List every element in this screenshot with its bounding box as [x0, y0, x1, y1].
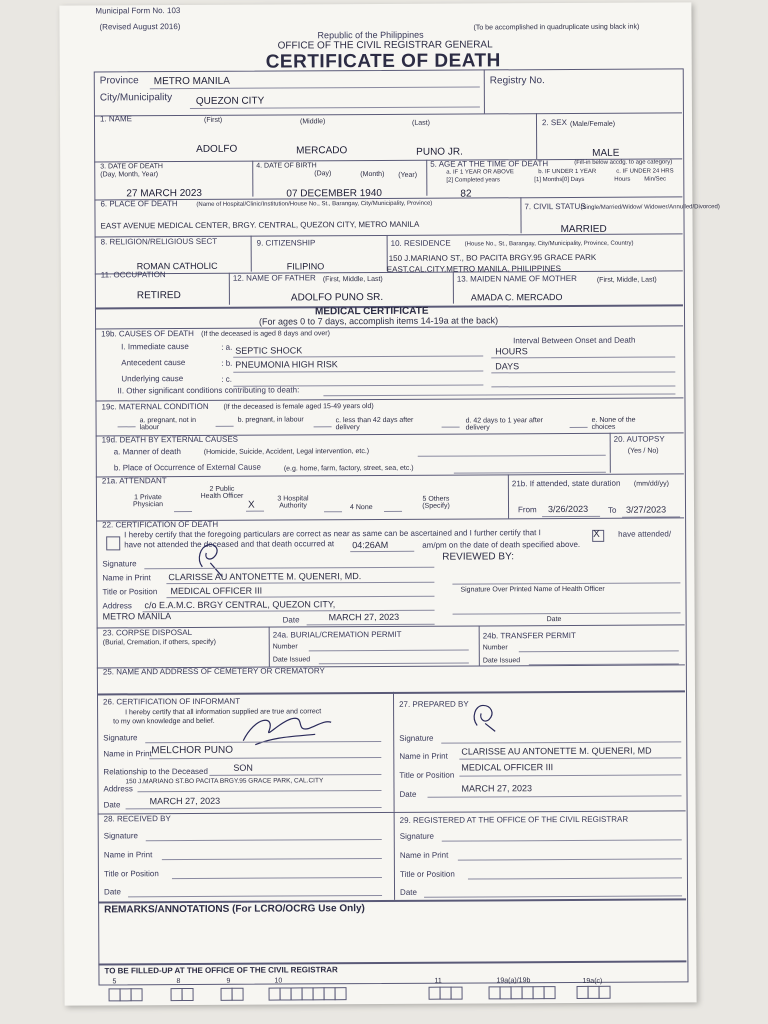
informant-label: 26. CERTIFICATION OF INFORMANT: [103, 696, 241, 707]
footer-code: 10: [274, 977, 283, 985]
certification-label: 22. CERTIFICATION OF DEATH: [102, 519, 219, 530]
footer-code: 9: [226, 977, 231, 985]
age-a-sub: [2] Completed years: [446, 177, 501, 184]
cemetery-label: 25. NAME AND ADDRESS OF CEMETERY OR CREMATORY: [102, 666, 325, 677]
received-label: 28. RECEIVED BY: [103, 814, 171, 824]
burial-permit-label: 24a. BURIAL/CREMATION PERMIT: [272, 629, 402, 640]
transfer-divider: [479, 625, 480, 665]
registered-date-label: Date: [400, 887, 417, 897]
relationship-value: SON: [233, 762, 253, 773]
medical-subtitle: (For ages 0 to 7 days, accomplish items 14-19a at the back): [259, 315, 499, 327]
interval-label: Interval Between Onset and Death: [513, 335, 636, 346]
received-date-label: Date: [104, 887, 121, 897]
sex-label: 2. SEX: [541, 118, 567, 128]
code-box[interactable]: [451, 987, 463, 1000]
religion-label: 8. RELIGION/RELIGIOUS SECT: [100, 236, 218, 247]
death-date-sub: (Day, Month, Year): [100, 171, 159, 179]
mother-label: 13. MAIDEN NAME OF MOTHER: [456, 273, 577, 284]
form-number: Municipal Form No. 103: [95, 6, 181, 16]
attendant-checkline: [324, 511, 342, 512]
registered-title-label: Title or Position: [399, 869, 455, 879]
code-box[interactable]: [544, 986, 556, 999]
duration-sub: (mm/dd/yy): [633, 480, 669, 488]
name-label: 1. NAME: [99, 114, 133, 124]
causes-label: 19b. CAUSES OF DEATH: [101, 328, 194, 339]
disposal-label: 23. CORPSE DISPOSAL: [102, 627, 193, 638]
first-name-value: ADOLFO: [196, 143, 238, 155]
certifier-title-value: MEDICAL OFFICER III: [170, 585, 263, 597]
certification-checkbox-not-attended[interactable]: [106, 536, 120, 550]
footer-code: 19a(a)/19b: [496, 977, 531, 985]
maternal-b: b. pregnant, in labour: [237, 416, 304, 424]
code-box[interactable]: [599, 986, 611, 999]
attendant-others: 5 Others (Specify): [422, 495, 450, 510]
registry-label: Registry No.: [489, 75, 545, 87]
underlying-label: Underlying cause: [121, 374, 184, 384]
place-external-label: b. Place of Occurrence of External Cause: [113, 462, 262, 473]
burial-divider: [269, 627, 270, 667]
residence-line2: EAST,CAL.CITY,METRO MANILA, PHILIPPINES: [386, 264, 561, 274]
registry-divider: [484, 69, 485, 113]
certifier-date-value: MARCH 27, 2023: [328, 611, 400, 623]
relationship-label: Relationship to the Deceased: [103, 766, 208, 777]
informant-name-value: MELCHOR PUNO: [151, 744, 234, 757]
occupation-label: 11. OCCUPATION: [100, 270, 166, 280]
age-c-min: Min/Sec: [644, 176, 667, 183]
attendant-checkline: [246, 511, 264, 512]
certification-text1: I hereby certify that the foregoing particulars are correct as near as same can be ascertained and I further certify that I: [124, 528, 541, 540]
autopsy-sub: (Yes / No): [627, 447, 659, 455]
maternal-c: c. less than 42 days after delivery: [335, 416, 414, 432]
birth-day-label: (Day): [314, 170, 332, 178]
attendant-public: 2 Public Health Officer: [200, 485, 244, 500]
document-title: CERTIFICATE OF DEATH: [265, 50, 501, 73]
received-title-label: Title or Position: [103, 869, 159, 879]
registered-name-label: Name in Print: [399, 850, 449, 860]
remarks-label: REMARKS/ANNOTATIONS (For LCRO/OCRG Use Only): [104, 903, 365, 916]
attendant-label: 21a. ATTENDANT: [101, 476, 167, 486]
received-signature-label: Signature: [103, 831, 139, 841]
prepared-label: 27. PREPARED BY: [399, 699, 469, 709]
maternal-checkline: [118, 426, 136, 427]
residence-label: 10. RESIDENCE: [390, 238, 451, 248]
maternal-checkline: [442, 427, 460, 428]
footer-label: TO BE FILLED-UP AT THE OFFICE OF THE CIVIL REGISTRAR: [104, 965, 338, 976]
burial-date-label: Date Issued: [272, 656, 311, 664]
age-divider: [426, 160, 427, 196]
preparer-date-value: MARCH 27, 2023: [461, 783, 533, 794]
civil-status-value: MARRIED: [560, 223, 607, 236]
medical-title: MEDICAL CERTIFICATE: [314, 305, 429, 318]
informant-date-value: MARCH 27, 2023: [149, 795, 221, 807]
preparer-date-label: Date: [399, 789, 417, 799]
death-certificate-form: [59, 2, 720, 1005]
attendant-none: 4 None: [350, 504, 373, 512]
age-c-hours: Hours: [614, 176, 631, 183]
footer-code-boxes: [59, 2, 691, 5]
province-label: Province: [99, 75, 139, 87]
age-value: 82: [460, 188, 472, 200]
preparer-name-label: Name in Print: [399, 751, 448, 761]
reviewed-date-label: Date: [546, 616, 562, 624]
maternal-checkline: [314, 426, 332, 427]
preparer-title-label: Title or Position: [399, 770, 455, 780]
maternal-e: e. None of the choices: [591, 416, 636, 431]
instruction-note: (To be accomplished in quadruplicate using black ink): [473, 23, 640, 32]
civil-status-divider: [520, 197, 521, 233]
preparer-signature-label: Signature: [399, 733, 434, 743]
religion-value: ROMAN CATHOLIC: [136, 260, 218, 272]
father-divider: [229, 273, 230, 305]
maternal-checkline: [216, 426, 234, 427]
certification-mark: X: [593, 528, 600, 540]
birth-year-label: (Year): [398, 171, 418, 179]
age-a-label: a. IF 1 YEAR OR ABOVE: [446, 169, 514, 176]
informant-text2: to my own knowledge and belief.: [113, 717, 215, 726]
age-label: 5. AGE AT THE TIME OF DEATH: [430, 159, 549, 169]
father-sub: (First, Middle, Last): [322, 275, 383, 284]
certifier-name-value: CLARISSE AU ANTONETTE M. QUENERI, MD.: [168, 571, 362, 583]
father-value: ADOLFO PUNO SR.: [290, 291, 384, 304]
footer-code: 5: [112, 978, 117, 986]
preparer-name-value: CLARISSE AU ANTONETTE M. QUENERI, MD: [461, 745, 652, 757]
civil-status-sub: (Single/Married/Widow/ Widower/Annulled/Divorced): [580, 204, 720, 211]
health-officer-label: Signature Over Printed Name of Health Officer: [460, 585, 605, 594]
civil-status-label: 7. CIVIL STATUS: [524, 201, 586, 212]
city-value: QUEZON CITY: [195, 95, 265, 107]
from-label: From: [518, 505, 537, 515]
citizenship-divider: [251, 236, 252, 272]
informant-signature: [235, 706, 335, 755]
certifier-signature-label: Signature: [102, 559, 137, 569]
received-name-label: Name in Print: [103, 850, 153, 860]
death-time: 04:26AM: [352, 539, 389, 551]
revision-note: (Revised August 2016): [99, 22, 181, 32]
attendant-checkline: [384, 511, 402, 512]
maternal-checkline: [570, 427, 588, 428]
causes-sub: (If the deceased is aged 8 days and over): [201, 330, 330, 338]
transfer-date-label: Date Issued: [482, 657, 521, 665]
registered-signature-label: Signature: [399, 831, 435, 841]
attendant-public-mark: X: [247, 499, 255, 511]
immediate-interval: HOURS: [495, 346, 528, 357]
occupation-value: RETIRED: [136, 290, 181, 302]
footer-code: 8: [176, 978, 181, 986]
certifier-name-label: Name in Print: [102, 573, 151, 583]
attendant-private: 1 Private Physician: [132, 494, 164, 509]
age-sub: (Fill-in below accdg. to age category): [574, 159, 673, 166]
footer-code: 11: [434, 977, 442, 985]
preparer-signature: [469, 699, 505, 735]
certifier-address-value: c/o E.A.M.C. BRGY CENTRAL, QUEZON CITY,: [144, 599, 336, 611]
registered-label: 29. REGISTERED AT THE OFFICE OF THE CIVIL REGISTRAR: [399, 814, 629, 825]
attendant-hospital: 3 Hospital Authority: [277, 495, 309, 510]
maternal-a: a. pregnant, not in labour: [139, 416, 197, 432]
certifier-date-label: Date: [282, 615, 300, 625]
transfer-number-label: Number: [482, 644, 508, 652]
certifier-title-label: Title or Position: [102, 587, 158, 597]
manner-label: a. Manner of death: [113, 447, 181, 457]
maternal-label: 19c. MATERNAL CONDITION: [101, 401, 209, 412]
death-date-label: 3. DATE OF DEATH: [100, 163, 163, 171]
duration-label: 21b. If attended, state duration: [511, 478, 621, 489]
antecedent-interval: DAYS: [495, 361, 520, 372]
citizenship-value: FILIPINO: [286, 261, 325, 272]
autopsy-label: 20. AUTOPSY: [613, 434, 665, 444]
city-label: City/Municipality: [99, 92, 173, 104]
first-name-label: (First): [203, 116, 223, 124]
certification-text3: am/pm on the date of death specified above.: [422, 539, 581, 550]
mother-sub: (First, Middle, Last): [596, 276, 657, 284]
residence-line1: 150 J.MARIANO ST., BO PACITA BRGY.95 GRACE PARK: [388, 252, 597, 263]
to-value: 3/27/2023: [626, 504, 667, 515]
footer-code: 19a(c): [582, 977, 603, 985]
office-heading: OFFICE OF THE CIVIL REGISTRAR GENERAL: [277, 39, 493, 52]
maternal-sub: (If the deceased is female aged 15-49 years old): [223, 403, 374, 411]
code-box[interactable]: [335, 987, 347, 1000]
last-name-label: (Last): [411, 119, 430, 127]
age-c-label: c. IF UNDER 24 HRS: [616, 168, 674, 175]
maternal-d: d. 42 days to 1 year after delivery: [465, 417, 544, 432]
birth-month-label: (Month): [360, 170, 385, 179]
province-value: METRO MANILA: [153, 75, 230, 88]
burial-number-label: Number: [272, 643, 298, 651]
immediate-prefix: : a.: [221, 342, 233, 352]
code-box[interactable]: [182, 988, 194, 1001]
death-date-value: 27 MARCH 2023: [126, 187, 202, 200]
transfer-permit-label: 24b. TRANSFER PERMIT: [482, 630, 576, 641]
attendant-checkline: [174, 511, 192, 512]
informant-signature-label: Signature: [103, 733, 138, 743]
manner-sub: (Homicide, Suicide, Accident, Legal intervention, etc.): [203, 448, 370, 456]
immediate-value: SEPTIC SHOCK: [235, 345, 303, 356]
place-death-label: 6. PLACE OF DEATH: [100, 199, 178, 209]
from-value: 3/26/2023: [548, 503, 589, 515]
antecedent-prefix: : b.: [221, 358, 233, 368]
informant-address-label: Address: [103, 784, 133, 794]
republic-heading: Republic of the Philippines: [317, 29, 424, 41]
immediate-label: I. Immediate cause: [121, 341, 189, 352]
informant-text1: I hereby certify that all information supplied are true and correct: [125, 708, 322, 717]
preparer-title-value: MEDICAL OFFICER III: [461, 762, 554, 773]
informant-name-label: Name in Print: [103, 749, 152, 759]
middle-name-value: MERCADO: [296, 145, 348, 157]
age-b-days: [0] Days: [562, 176, 585, 184]
reviewed-label: REVIEWED BY:: [442, 551, 514, 563]
sex-value: MALE: [592, 147, 620, 159]
code-box[interactable]: [131, 988, 143, 1001]
certification-attended: have attended/: [618, 529, 672, 539]
antecedent-value: PNEUMONIA HIGH RISK: [235, 359, 338, 370]
age-b-months: [1] Months: [534, 177, 563, 184]
birthdate-divider: [252, 161, 253, 197]
place-external-sub: (e.g. home, farm, factory, street, sea, etc.): [283, 464, 414, 473]
mother-value: AMADA C. MERCADO: [470, 292, 563, 303]
disposal-sub: (Burial, Cremation, if others, specify): [102, 638, 216, 647]
father-label: 12. NAME OF FATHER: [232, 273, 316, 283]
informant-address-value: 150 J.MARIANO ST.BO PACITA BRGY.95 GRACE PARK, CAL.CITY: [125, 777, 324, 786]
external-causes-label: 19d. DEATH BY EXTERNAL CAUSES: [101, 434, 239, 445]
antecedent-label: Antecedent cause: [121, 358, 186, 368]
place-death-value: EAST AVENUE MEDICAL CENTER, BRGY. CENTRAL, QUEZON CITY, METRO MANILA: [100, 219, 420, 231]
birth-date-value: 07 DECEMBER 1940: [286, 187, 383, 200]
underlying-prefix: : c.: [221, 374, 233, 384]
place-death-sub: (Name of Hospital/Clinic/Institution/House No., St., Barangay, City/Municipality, Province): [196, 200, 433, 208]
birth-date-label: 4. DATE OF BIRTH: [256, 162, 317, 170]
informant-date-label: Date: [103, 800, 121, 810]
certification-text2: have not attended the deceased and that death occurred at: [124, 539, 335, 550]
certifier-address-value2: METRO MANILA: [102, 611, 172, 622]
sex-sub: (Male/Female): [569, 120, 616, 128]
residence-sub: (House No., St., Barangay, City/Municipality, Province, Country): [464, 240, 634, 248]
code-box[interactable]: [232, 988, 244, 1001]
mother-divider: [453, 272, 454, 304]
middle-name-label: (Middle): [299, 118, 326, 126]
age-b-label: b. IF UNDER 1 YEAR: [538, 168, 597, 176]
certifier-address-label: Address: [102, 601, 132, 611]
to-label: To: [608, 505, 617, 515]
citizenship-label: 9. CITIZENSHIP: [256, 238, 316, 248]
last-name-value: PUNO JR.: [416, 146, 463, 158]
autopsy-divider: [610, 433, 611, 473]
other-conditions-label: II. Other significant conditions contributing to death:: [117, 385, 300, 396]
